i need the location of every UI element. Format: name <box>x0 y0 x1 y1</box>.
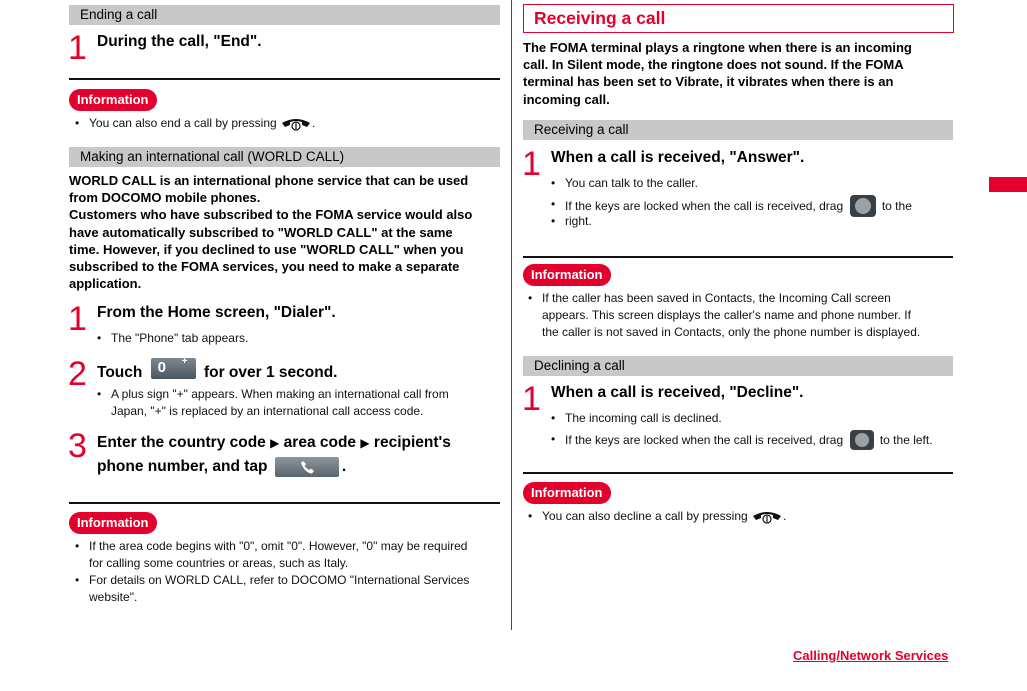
section-bar-ending-call: Ending a call <box>69 5 500 25</box>
info-bullet: • You can also decline a call by pressing . <box>542 508 786 525</box>
end-key-icon <box>280 117 312 131</box>
step-text: During the call, "End". <box>97 33 262 50</box>
section-title: Receiving a call <box>534 8 666 28</box>
step-bullet: • You can talk to the caller. <box>565 175 698 192</box>
step-number: 3 <box>68 427 87 465</box>
arrow-right-icon: ▶ <box>360 436 370 450</box>
step-bullet-cont: • right. <box>565 213 592 230</box>
decline-drag-icon <box>850 430 874 450</box>
information-badge: Information <box>523 482 611 504</box>
column-divider <box>511 0 512 630</box>
step-bullet: • The incoming call is declined. <box>565 410 722 427</box>
info-bullet: • You can also end a call by pressing . <box>89 115 315 132</box>
section-bar-declining-call: Declining a call <box>523 356 953 376</box>
step-bullet: • The "Phone" tab appears. <box>111 330 248 347</box>
chapter-footer-link[interactable]: Calling/Network Services <box>793 648 949 663</box>
divider <box>69 502 500 504</box>
info-bullet: • For details on WORLD CALL, refer to DOCOMO "International Services website". <box>89 572 469 606</box>
divider <box>523 472 953 474</box>
info-bullet: • If the caller has been saved in Contacts, the Incoming Call screen appears. This screen displays the caller's name and phone number. If the caller is not saved in Contacts, only the phone number is displayed. <box>542 290 920 341</box>
divider <box>523 256 953 258</box>
information-badge: Information <box>69 89 157 111</box>
step-number: 1 <box>522 145 541 183</box>
step-bullet: • If the keys are locked when the call is received, drag to the left. <box>565 431 933 451</box>
step-number: 1 <box>522 380 541 418</box>
step-text: When a call is received, "Decline". <box>551 384 804 401</box>
step-bullet: • If the keys are locked when the call is received, drag to the <box>565 196 912 218</box>
intro-paragraph: The FOMA terminal plays a ringtone when there is an incoming call. In Silent mode, the ringtone does not sound. If the FOMA terminal has been set to Vibrate, it vibrates when there is an incoming call. <box>523 40 912 107</box>
step-text: Touch 0 + for over 1 second. <box>97 356 338 381</box>
step-text: Enter the country code ▶ area code ▶ recipient's phone number, and tap . <box>97 434 451 475</box>
arrow-right-icon: ▶ <box>270 436 280 450</box>
section-bar-international-call: Making an international call (WORLD CALL) <box>69 147 500 167</box>
chapter-tab-marker <box>989 177 1027 192</box>
step-number: 1 <box>68 300 87 338</box>
information-badge: Information <box>523 264 611 286</box>
end-key-icon <box>751 510 783 524</box>
intro-paragraph: WORLD CALL is an international phone service that can be used from DOCOMO mobile phones. Customers who have subscribed to the FOMA service would also have automatically subscribed to "WORLD CALL" at the same time. However, if you declined to use "WORLD CALL" when you subscribed to the FOMA services, you need to make a separate application. <box>69 173 473 292</box>
step-number: 1 <box>68 29 87 67</box>
step-text: From the Home screen, "Dialer". <box>97 304 336 321</box>
answer-drag-icon <box>850 195 876 217</box>
section-bar-receiving-call: Receiving a call <box>523 120 953 140</box>
call-button-icon <box>275 457 339 477</box>
information-badge: Information <box>69 512 157 534</box>
info-bullet: • If the area code begins with "0", omit "0". However, "0" may be required for calling some countries or areas, such as Italy. <box>89 538 467 572</box>
divider <box>69 78 500 80</box>
zero-plus-key: 0 + <box>151 358 196 379</box>
section-title-box <box>523 4 954 33</box>
step-number: 2 <box>68 355 87 393</box>
step-bullet: • A plus sign "+" appears. When making an international call from Japan, "+" is replaced by an international call access code. <box>111 386 449 420</box>
step-text: When a call is received, "Answer". <box>551 149 805 166</box>
